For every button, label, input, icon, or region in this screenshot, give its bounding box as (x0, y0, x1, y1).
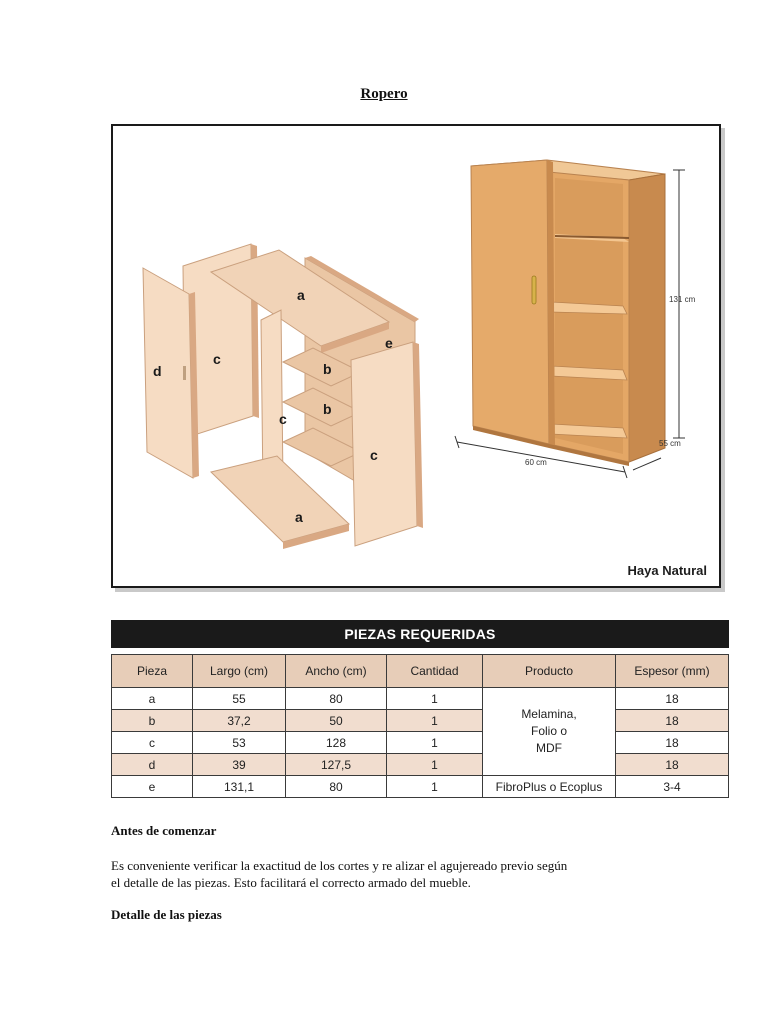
cell-espesor: 18 (616, 732, 729, 754)
cell-espesor: 18 (616, 688, 729, 710)
finish-label: Haya Natural (627, 563, 707, 578)
cell-cantidad: 1 (387, 776, 483, 798)
header-largo: Largo (cm) (193, 655, 286, 688)
header-espesor: Espesor (mm) (616, 655, 729, 688)
cell-cantidad: 1 (387, 754, 483, 776)
cell-largo: 55 (193, 688, 286, 710)
assembled-wardrobe (471, 160, 665, 466)
section-paragraph-antes (111, 857, 671, 891)
cell-cantidad: 1 (387, 710, 483, 732)
cell-pieza: c (112, 732, 193, 754)
table-title: PIEZAS REQUERIDAS (111, 620, 729, 648)
parts-table-section (111, 620, 729, 798)
cell-ancho: 128 (286, 732, 387, 754)
cell-espesor: 18 (616, 710, 729, 732)
cell-largo: 39 (193, 754, 286, 776)
header-cantidad: Cantidad (387, 655, 483, 688)
dimension-depth: 55 cm (659, 439, 681, 448)
label-c-middle: c (279, 411, 287, 427)
cell-cantidad: 1 (387, 688, 483, 710)
label-c-front: c (370, 447, 378, 463)
header-pieza: Pieza (112, 655, 193, 688)
table-row (112, 776, 729, 798)
dimension-height: 131 cm (669, 295, 696, 304)
section-heading-detalle: Detalle de las piezas (111, 907, 222, 922)
cell-pieza: b (112, 710, 193, 732)
table-row (112, 688, 729, 710)
dimension-width: 60 cm (525, 458, 547, 467)
label-c-back: c (213, 351, 221, 367)
producto-line: Melamina, (521, 707, 577, 721)
label-e: e (385, 335, 393, 351)
label-a-bottom: a (295, 509, 303, 525)
exploded-view (143, 244, 423, 549)
table-row (112, 732, 729, 754)
producto-line: Folio o (530, 724, 568, 738)
cell-espesor: 18 (616, 754, 729, 776)
label-d: d (153, 363, 162, 379)
cell-pieza: d (112, 754, 193, 776)
cell-ancho: 50 (286, 710, 387, 732)
panel-a-bottom (211, 456, 349, 542)
table-row (112, 754, 729, 776)
exploded-and-assembled-illustration (113, 126, 719, 586)
cell-pieza: a (112, 688, 193, 710)
parts-table (111, 654, 729, 798)
paragraph-line: el detalle de las piezas. Esto facilitará el correcto armado del mueble. (111, 875, 471, 890)
label-a-top: a (297, 287, 305, 303)
table-row (112, 710, 729, 732)
table-header-row (112, 655, 729, 688)
cell-largo: 37,2 (193, 710, 286, 732)
cell-largo: 53 (193, 732, 286, 754)
header-ancho: Ancho (cm) (286, 655, 387, 688)
cell-ancho: 80 (286, 776, 387, 798)
cell-producto-group (483, 688, 616, 776)
wardrobe-figure (111, 124, 721, 588)
header-producto: Producto (483, 655, 616, 688)
cell-largo: 131,1 (193, 776, 286, 798)
cell-ancho: 80 (286, 688, 387, 710)
paragraph-line: Es conveniente verificar la exactitud de los cortes y re alizar el agujereado previo según (111, 858, 568, 873)
cell-pieza: e (112, 776, 193, 798)
page-title: Ropero (360, 86, 408, 102)
cell-espesor: 3-4 (616, 776, 729, 798)
cell-producto-e: FibroPlus o Ecoplus (483, 776, 616, 798)
label-b-lower: b (323, 401, 332, 417)
cell-ancho: 127,5 (286, 754, 387, 776)
producto-line: MDF (536, 741, 562, 755)
cell-cantidad: 1 (387, 732, 483, 754)
label-b-upper: b (323, 361, 332, 377)
panel-c-front (351, 342, 417, 546)
section-heading-antes: Antes de comenzar (111, 823, 217, 838)
